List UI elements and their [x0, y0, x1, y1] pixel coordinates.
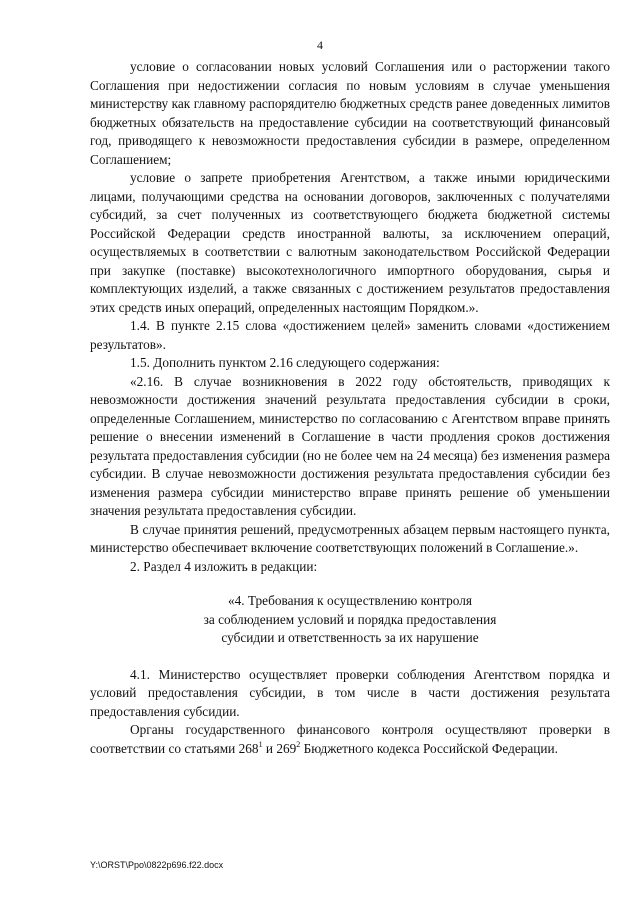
paragraph-decisions: В случае принятия решений, предусмотренных абзацем первым настоящего пункта, министерство обеспечивает включение соответствующих положений в Соглашение.».: [90, 521, 610, 555]
control-text-after: Бюджетного кодекса Российской Федерации.: [300, 740, 558, 756]
paragraph-section-4: 2. Раздел 4 изложить в редакции:: [130, 558, 318, 574]
superscript-1: 1: [258, 739, 263, 749]
paragraph-condition-agreement: условие о согласовании новых условий Соглашения или о расторжении такого Соглашения при недостижении согласия по новым условиям в случае уменьшения министерству как главному распорядителю бюджетных средств ранее доведенных лимитов бюджетных обязательств на предоставление субсидии на соответствующий финансовый год, приводящего к невозможности предоставления субсидии в размере, определенном Соглашением;: [90, 59, 610, 167]
control-text-before: Органы государственного финансового контроля осуществляют проверки в соответствии со статьями 268: [90, 722, 610, 756]
paragraph-1-4: 1.4. В пункте 2.15 слова «достижением целей» заменить словами «достижением результатов».: [90, 318, 610, 352]
paragraph-condition-currency: условие о запрете приобретения Агентством, а также иными юридическими лицами, получающими средства на основании договоров, заключенных с получателями субсидий, за счет полученных из соответствующего бюджета бюджетной системы Российской Федерации средств иностранной валюты, за исключением операций, осуществляемых в соответствии с валютным законодательством Российской Федерации при закупке (поставке) высокотехнологичного импортного оборудования, сырья и комплектующих изделий, а также связанных с достижением результатов предоставления этих средств иных операций, определенных настоящим Порядком.».: [90, 170, 610, 315]
paragraph-1-5: 1.5. Дополнить пунктом 2.16 следующего содержания:: [130, 355, 440, 370]
heading-line-1: «4. Требования к осуществлению контроля: [227, 593, 473, 608]
paragraph-2-16: «2.16. В случае возникновения в 2022 году обстоятельств, приводящих к невозможности достижения значений результата предоставления субсидии в сроки, определенные Соглашением, министерство по согласованию с Агентством вправе принять решение о внесении изменений в Соглашение в части продления сроков достижения результата предоставления субсидии (но не более чем на 24 месяца) без изменения размера субсидии. В случае невозможности достижения результата предоставления субсидии без изменения размера субсидии министерство вправе принять решение об уменьшении значения результата предоставления субсидии.: [90, 373, 610, 518]
control-text-middle: и 269: [262, 740, 297, 756]
paragraph-financial-control: [90, 721, 610, 758]
document-body: [90, 58, 610, 758]
heading-line-2: за соблюдением условий и порядка предоставления: [203, 611, 497, 627]
heading-line-3: субсидии и ответственность за их нарушение: [221, 630, 479, 645]
page-number: 4: [317, 38, 323, 52]
superscript-2: 2: [296, 739, 301, 749]
section-heading: [90, 592, 610, 648]
paragraph-4-1: 4.1. Министерство осуществляет проверки соблюдения Агентством порядка и условий предоставления субсидии, в том числе в части достижения результата предоставления субсидии.: [90, 666, 610, 719]
footer-file-path: Y:\ORST\Ppo\0822p696.f22.docx: [90, 860, 224, 870]
